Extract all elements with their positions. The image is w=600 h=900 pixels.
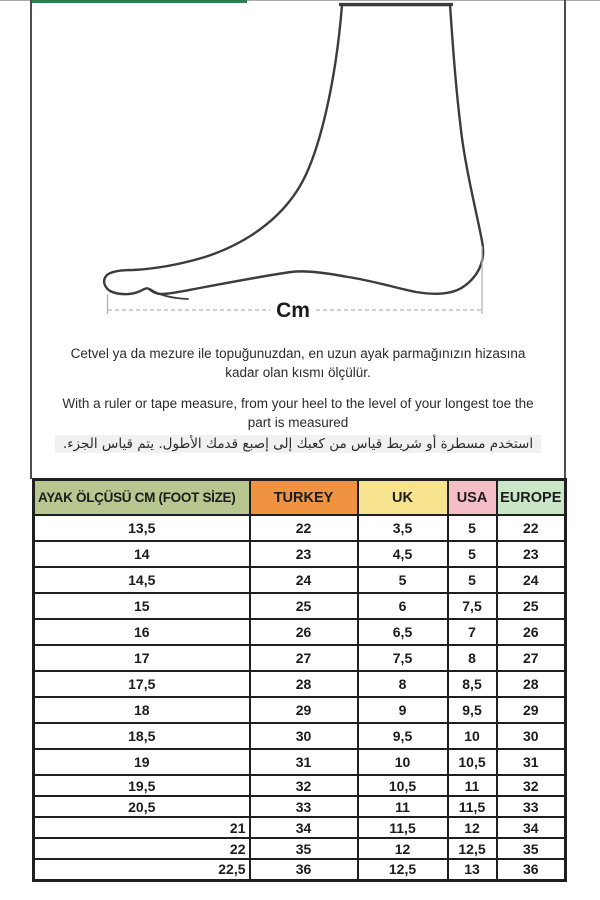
- size-row: [34, 723, 566, 749]
- size-row: [34, 619, 566, 645]
- cell-foot-size: 14,5: [34, 567, 250, 593]
- cell-foot-size: 15: [34, 593, 250, 619]
- cell-usa: 11,5: [448, 796, 497, 817]
- cell-turkey: 26: [250, 619, 358, 645]
- cell-usa: 12: [448, 817, 497, 838]
- cell-usa: 11: [448, 775, 497, 796]
- cm-label: Cm: [276, 299, 310, 322]
- cell-europe: 34: [497, 817, 566, 838]
- cell-turkey: 36: [250, 859, 358, 880]
- cell-europe: 22: [497, 515, 566, 541]
- cell-foot-size: 22: [34, 838, 250, 859]
- cell-europe: 27: [497, 645, 566, 671]
- size-row: [34, 567, 566, 593]
- instruction-turkish: Cetvel ya da mezure ile topuğunuzdan, en uzun ayak parmağınızın hizasına kadar olan kısmı ölçülür.: [70, 346, 526, 380]
- cell-uk: 12,5: [358, 859, 448, 880]
- cell-usa: 10,5: [448, 749, 497, 775]
- measurement-indicator: [108, 246, 483, 322]
- cell-uk: 4,5: [358, 541, 448, 567]
- cell-europe: 29: [497, 697, 566, 723]
- header-cell-foot-size-cm: AYAK ÖLÇÜSÜ CM (FOOT SİZE): [34, 480, 250, 516]
- size-row: [34, 671, 566, 697]
- size-row: [34, 645, 566, 671]
- foot-measurement-diagram: [0, 0, 600, 340]
- instruction-arabic-text: استخدم مسطرة أو شريط قياس من كعبك إلى إصبع قدمك الأطول. يتم قياس الجزء.: [55, 435, 541, 453]
- cell-foot-size: 18,5: [34, 723, 250, 749]
- cell-turkey: 24: [250, 567, 358, 593]
- cell-europe: 25: [497, 593, 566, 619]
- cell-uk: 6,5: [358, 619, 448, 645]
- cell-usa: 5: [448, 541, 497, 567]
- size-table-head: [34, 480, 566, 516]
- cell-foot-size: 16: [34, 619, 250, 645]
- cell-uk: 12: [358, 838, 448, 859]
- cell-turkey: 32: [250, 775, 358, 796]
- cell-usa: 13: [448, 859, 497, 880]
- cell-usa: 12,5: [448, 838, 497, 859]
- size-row: [34, 775, 566, 796]
- cell-europe: 36: [497, 859, 566, 880]
- size-row: [34, 796, 566, 817]
- size-row: [34, 593, 566, 619]
- cell-uk: 11,5: [358, 817, 448, 838]
- cell-usa: 5: [448, 567, 497, 593]
- cell-foot-size: 19: [34, 749, 250, 775]
- cell-foot-size: 18: [34, 697, 250, 723]
- cell-usa: 5: [448, 515, 497, 541]
- cell-uk: 8: [358, 671, 448, 697]
- cell-uk: 10: [358, 749, 448, 775]
- cell-europe: 32: [497, 775, 566, 796]
- cell-foot-size: 17: [34, 645, 250, 671]
- cell-usa: 9,5: [448, 697, 497, 723]
- cell-uk: 6: [358, 593, 448, 619]
- cell-turkey: 28: [250, 671, 358, 697]
- cell-europe: 33: [497, 796, 566, 817]
- cell-usa: 8,5: [448, 671, 497, 697]
- cell-foot-size: 13,5: [34, 515, 250, 541]
- cell-turkey: 22: [250, 515, 358, 541]
- cell-turkey: 34: [250, 817, 358, 838]
- instruction-english: With a ruler or tape measure, from your heel to the level of your longest toe the part is measured: [62, 396, 534, 430]
- cell-foot-size: 17,5: [34, 671, 250, 697]
- cell-foot-size: 21: [34, 817, 250, 838]
- size-table-body: [34, 515, 566, 880]
- size-row: [34, 859, 566, 880]
- cell-uk: 5: [358, 567, 448, 593]
- size-row: [34, 838, 566, 859]
- size-row: [34, 817, 566, 838]
- cell-usa: 8: [448, 645, 497, 671]
- cell-europe: 31: [497, 749, 566, 775]
- foot-outline-path: [104, 5, 483, 294]
- header-cell-europe: EUROPE: [497, 480, 566, 516]
- foot-outline-drawing: [104, 5, 483, 300]
- cell-usa: 7,5: [448, 593, 497, 619]
- size-row: [34, 541, 566, 567]
- cell-europe: 23: [497, 541, 566, 567]
- cell-foot-size: 19,5: [34, 775, 250, 796]
- cell-turkey: 29: [250, 697, 358, 723]
- header-cell-turkey: TURKEY: [250, 480, 358, 516]
- instruction-arabic: [32, 433, 564, 455]
- cell-foot-size: 20,5: [34, 796, 250, 817]
- cell-europe: 24: [497, 567, 566, 593]
- cell-europe: 28: [497, 671, 566, 697]
- cell-foot-size: 14: [34, 541, 250, 567]
- cell-usa: 7: [448, 619, 497, 645]
- cell-turkey: 23: [250, 541, 358, 567]
- cell-turkey: 33: [250, 796, 358, 817]
- size-row: [34, 749, 566, 775]
- cell-uk: 11: [358, 796, 448, 817]
- cell-turkey: 25: [250, 593, 358, 619]
- cell-uk: 9,5: [358, 723, 448, 749]
- size-row: [34, 515, 566, 541]
- cell-uk: 3,5: [358, 515, 448, 541]
- size-conversion-table: [32, 478, 567, 882]
- cell-usa: 10: [448, 723, 497, 749]
- cell-uk: 10,5: [358, 775, 448, 796]
- cell-turkey: 30: [250, 723, 358, 749]
- cell-uk: 7,5: [358, 645, 448, 671]
- cell-europe: 26: [497, 619, 566, 645]
- cell-foot-size: 22,5: [34, 859, 250, 880]
- header-cell-usa: USA: [448, 480, 497, 516]
- cell-turkey: 35: [250, 838, 358, 859]
- cell-europe: 35: [497, 838, 566, 859]
- header-cell-uk: UK: [358, 480, 448, 516]
- cell-turkey: 31: [250, 749, 358, 775]
- cell-europe: 30: [497, 723, 566, 749]
- cell-uk: 9: [358, 697, 448, 723]
- cell-turkey: 27: [250, 645, 358, 671]
- size-row: [34, 697, 566, 723]
- size-table-header-row: [34, 480, 566, 516]
